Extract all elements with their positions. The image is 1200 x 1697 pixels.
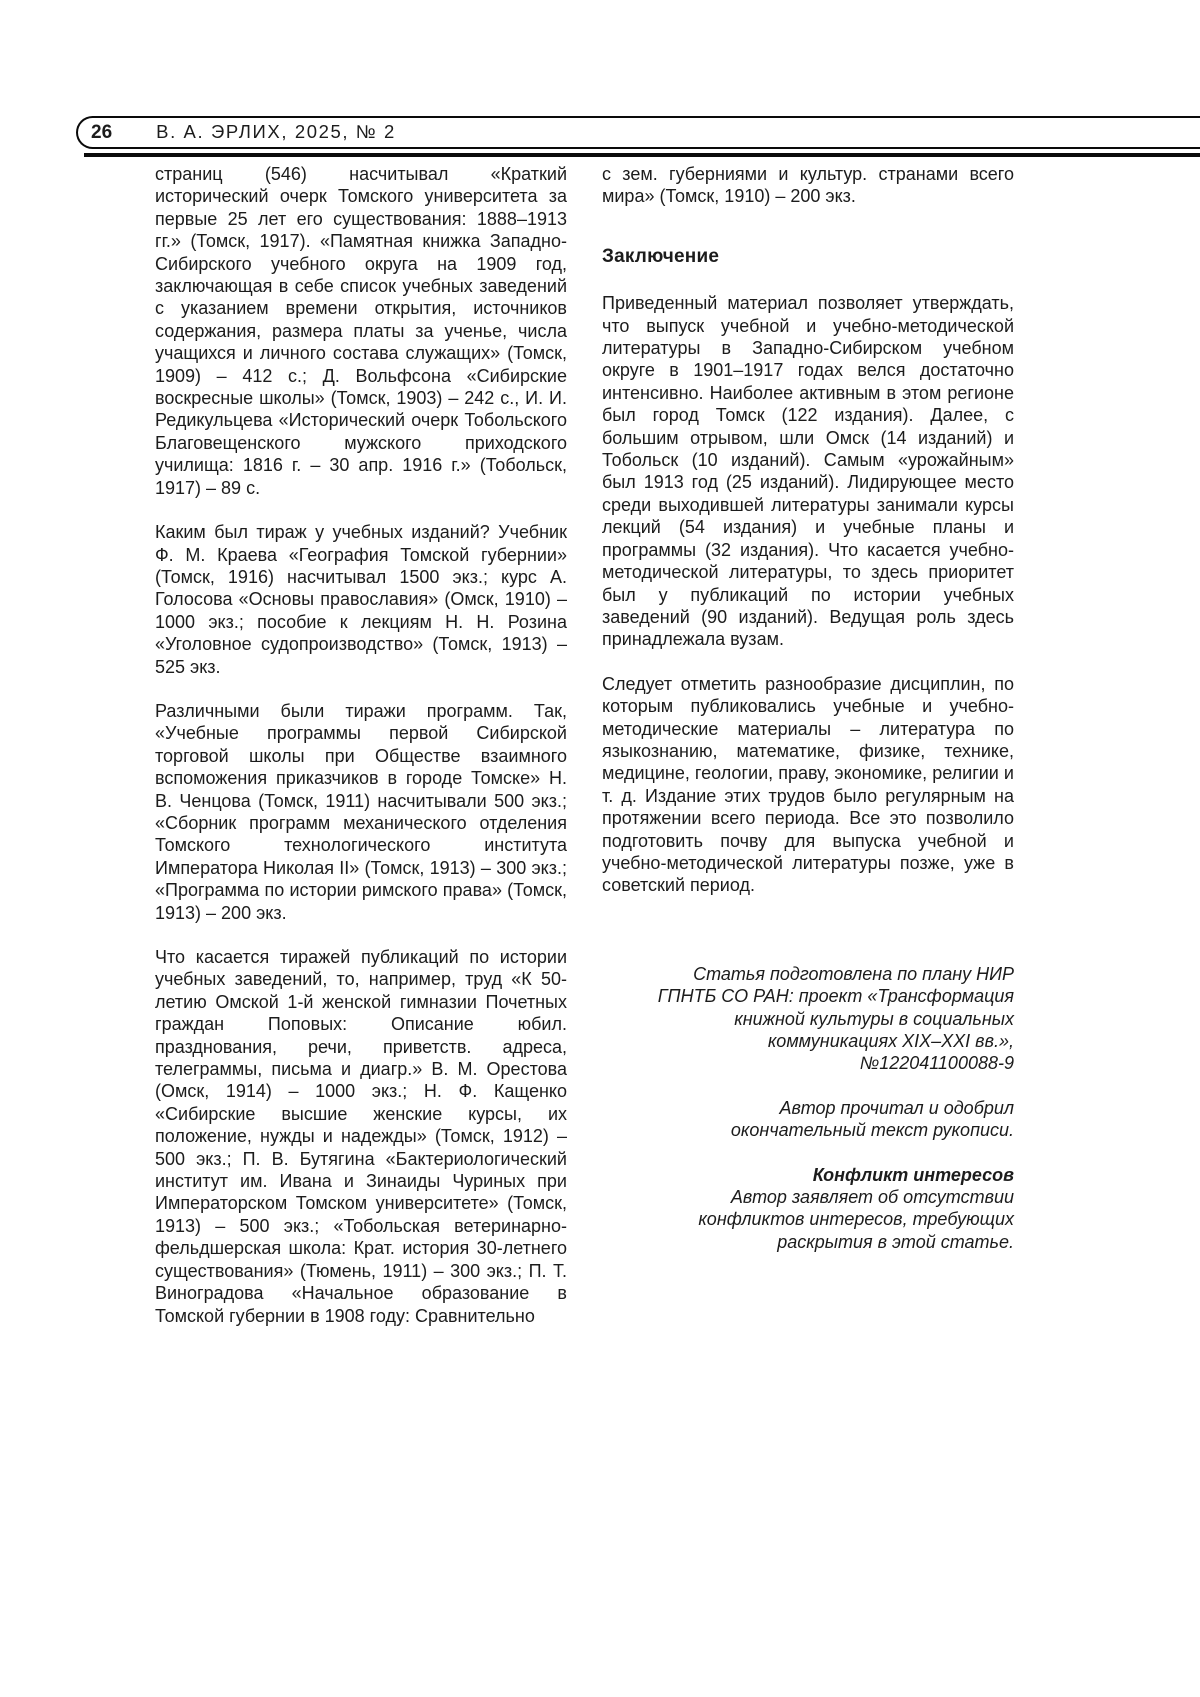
right-column [602,163,1014,1253]
article-notes [602,963,1014,1253]
paragraph-tirazh-uchebnikov: Каким был тираж у учебных изданий? Учебник Ф. М. Краева «География Томской губернии» (Томск, 1916) насчитывал 1500 экз.; курс А. Голосова «Основы православия» (Омск, 1910) – 1000 экз.; пособие к лекциям Н. Н. Розина «Уголовное судопроизводство» (Томск, 1913) – 525 экз. [155,522,567,677]
conflict-of-interest-note: Автор заявляет об отсутствии конфликтов интересов, требующих раскрытия в этой статье. [698,1187,1014,1252]
conflict-of-interest-heading: Конфликт интересов [812,1164,1014,1185]
paragraph-tirazh-programm: Различными были тиражи программ. Так, «Учебные программы первой Сибирской торговой школы при Обществе взаимного вспоможения приказчиков в городе Томске» Н. В. Ченцова (Томск, 1911) насчитывали 500 экз.; «Сборник программ механического отделения Томского технологического института Императора Николая II» (Томск, 1913) – 300 экз.; «Программа по истории римского права» (Томск, 1913) – 200 экз. [155,700,567,923]
section-heading-conclusion: Заключение [602,245,720,267]
paragraph-continuation: с зем. губерниями и культур. странами всего мира» (Томск, 1910) – 200 экз. [602,164,1014,207]
left-column [155,163,567,1327]
page-number: 26 [91,122,113,143]
running-head-box [76,116,1200,149]
paragraph-conclusion-1: Приведенный материал позволяет утверждать, что выпуск учебной и учебно-методической литературы в Западно-Сибирском учебном округе в 1901–1917 годах велся достаточно интенсивно. Наиболее активным в этом регионе был город Томск (122 издания). Далее, с большим отрывом, шли Омск (14 изданий) и Тобольск (10 изданий). Самым «урожайным» был 1913 год (25 изданий). Лидирующее место среди выходившей литературы занимали курсы лекций (54 издания) и учебные планы и программы (32 издания). Что касается учебно-методической литературы, то здесь приоритет был у публикаций по истории учебных заведений (90 изданий). Ведущая роль здесь принадлежала вузам. [602,293,1014,650]
running-head-rule [84,153,1200,157]
funding-note: Статья подготовлена по плану НИР ГПНТБ СО РАН: проект «Трансформация книжной культуры в социальных коммуникациях XIX–XXI вв.», №122041100088-9 [657,963,1014,1074]
paragraph-tirazh-publikatsiy: Что касается тиражей публикаций по истории учебных заведений, то, например, труд «К 50-летию Омской 1-й женской гимназии Почетных граждан Поповых: Описание юбил. празднования, речи, приветств. адреса, телеграммы, письма и диагр.» В. М. Орестова (Омск, 1914) – 1000 экз.; Н. Ф. Кащенко «Сибирские высшие женские курсы, их положение, нужды и надежды» (Томск, 1912) – 500 экз.; П. В. Бутягина «Бактериологический институт им. Ивана и Зинаиды Чуриных при Императорском Томском университете» (Томск, 1913) – 500 экз.; «Тобольская ветеринарно-фельдшерская школа: Крат. история 30-летнего существования» (Тюмень, 1911) – 300 экз.; П. Т. Виноградова «Начальное образование в Томской губернии в 1908 году: Сравнительно [155,947,567,1326]
paragraph-tirazh-ocherki: страниц (546) насчитывал «Краткий исторический очерк Томского университета за первые 25 лет его существования: 1888–1913 гг.» (Томск, 1917). «Памятная книжка Западно-Сибирского учебного округа на 1909 год, заключающая в себе список учебных заведений с указанием времени открытия, источников содержания, размера платы за ученье, числа учащихся и личного состава служащих» (Томск, 1909) – 412 с.; Д. Вольфсона «Сибирские воскресные школы» (Томск, 1903) – 242 с., И. И. Редикульцева «Исторический очерк Тобольского Благовещенского мужского приходского училища: 1816 г. – 30 апр. 1916 г.» (Тобольск, 1917) – 89 с. [155,164,567,498]
author-approval-note: Автор прочитал и одобрил окончательный текст рукописи. [730,1097,1014,1141]
paragraph-conclusion-2: Следует отметить разнообразие дисциплин, по которым публиковались учебные и учебно-методические материалы – литература по языкознанию, математике, физике, технике, медицине, геологии, праву, экономике, религии и т. д. Издание этих трудов было регулярным на протяжении всего периода. Все это позволило подготовить почву для выпуска учебной и учебно-методической литературы позже, уже в советский период. [602,673,1014,896]
running-head-text: В. А. ЭРЛИХ, 2025, № 2 [156,121,396,143]
